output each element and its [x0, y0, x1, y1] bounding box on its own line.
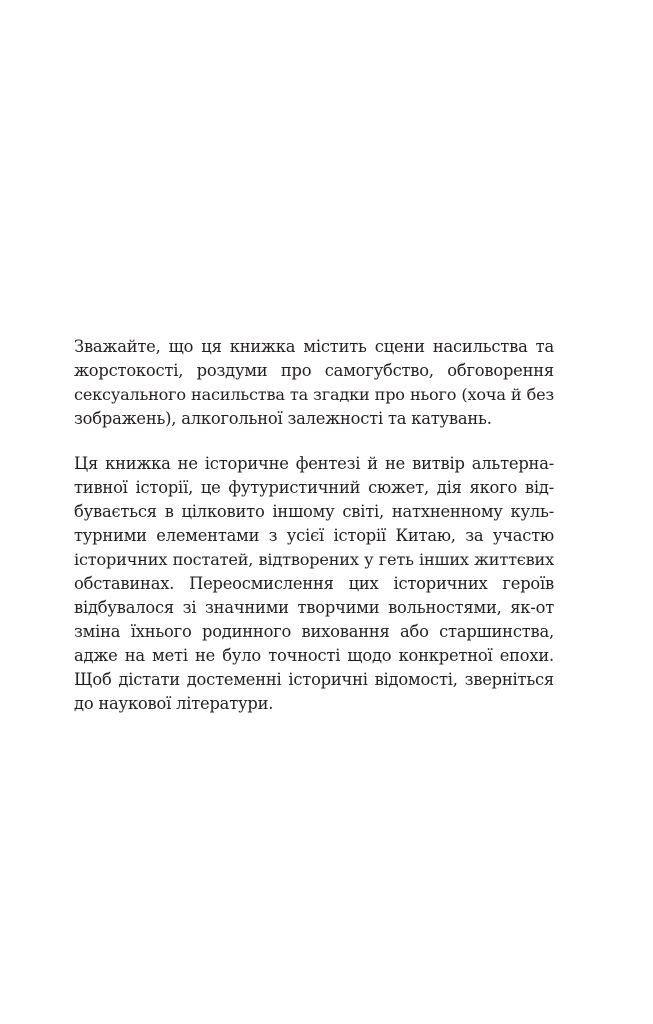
text-line: сексуального насильства та згадки про нього (хоча й без: [74, 385, 554, 404]
text-line: зміна їхнього родинного виховання або старшинства,: [74, 622, 554, 641]
text-line: жорстокості, роздуми про самогубство, обговорення: [74, 361, 554, 380]
text-line: турними елементами з усієї історії Китаю, за участю: [74, 526, 554, 545]
historical-note-paragraph: [74, 452, 554, 716]
text-line: Ця книжка не історичне фентезі й не витвір альтерна-: [74, 454, 554, 473]
text-line: адже на меті не було точності щодо конкретної епохи.: [74, 646, 554, 665]
text-line: обставинах. Переосмислення цих історичних героїв: [74, 574, 554, 593]
text-line: зображень), алкогольної залежності та катувань.: [74, 409, 492, 428]
content-warning-paragraph: [74, 335, 554, 431]
text-line: Зважайте, що ця книжка містить сцени насильства та: [74, 337, 554, 356]
text-line: бувається в цілковито іншому світі, натхненному куль-: [74, 502, 554, 521]
text-line: відбувалося зі значними творчими вольностями, як-от: [74, 598, 554, 617]
text-line: тивної історії, це футуристичний сюжет, дія якого від-: [74, 478, 554, 497]
text-line: до наукової літератури.: [74, 694, 274, 713]
text-line: Щоб дістати достеменні історичні відомості, зверніться: [74, 670, 554, 689]
text-line: історичних постатей, відтворених у геть інших життєвих: [74, 550, 554, 569]
